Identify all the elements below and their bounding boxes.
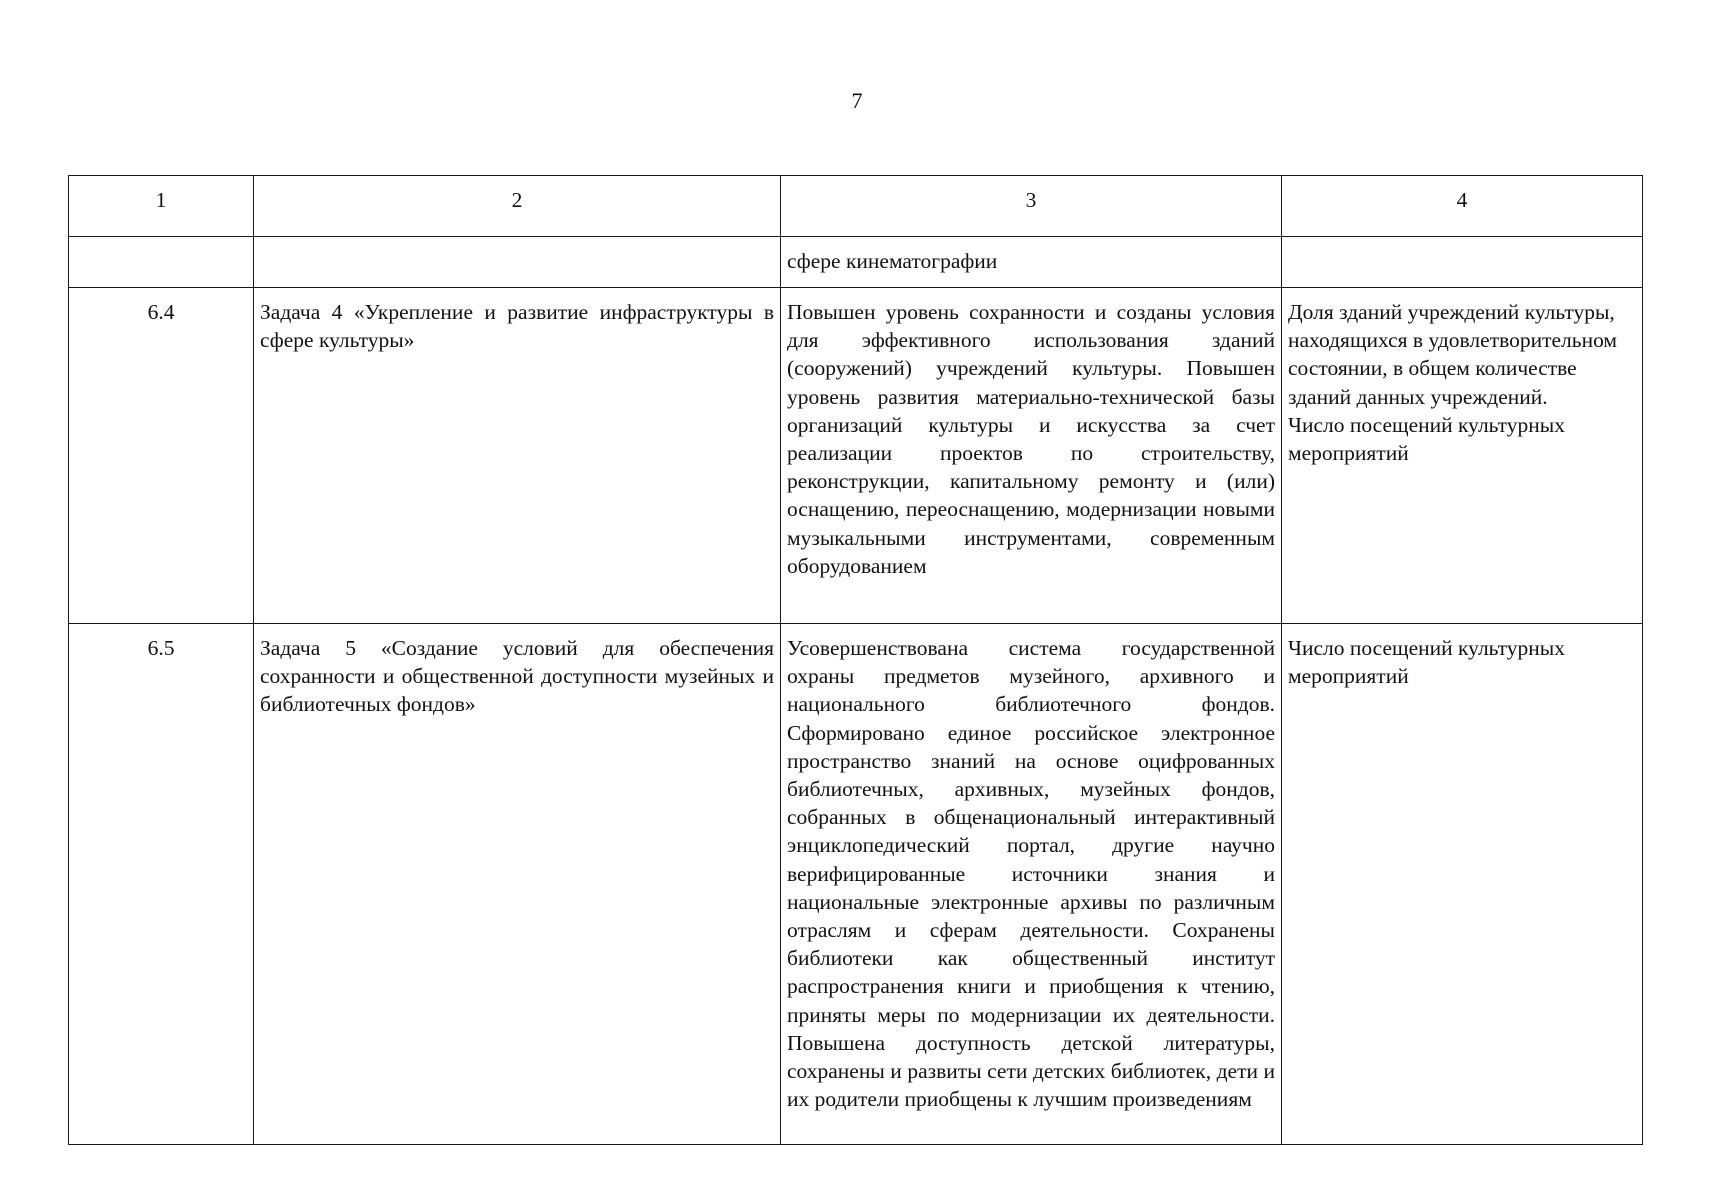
indicator-cell: Доля зданий учреждений культуры, находящихся в удовлетворительном состоянии, в общем количестве зданий данных учреждений. Число посещений культурных мероприятий (1282, 288, 1643, 624)
task-cell: Задача 5 «Создание условий для обеспечения сохранности и общественной доступности музейных и библиотечных фондов» (254, 624, 781, 1145)
row-number: 6.5 (69, 624, 254, 1145)
table-row (69, 288, 1643, 624)
page-number: 7 (851, 88, 863, 113)
header-cell-4: 4 (1282, 176, 1643, 237)
continuation-cell-1 (69, 237, 254, 288)
task-cell: Задача 4 «Укрепление и развитие инфраструктуры в сфере культуры» (254, 288, 781, 624)
continuation-cell-3: сфере кинематографии (781, 237, 1282, 288)
row-number: 6.4 (69, 288, 254, 624)
header-cell-1: 1 (69, 176, 254, 237)
continuation-cell-2 (254, 237, 781, 288)
continuation-cell-4 (1282, 237, 1643, 288)
goals-table (68, 175, 1643, 1145)
table-header-row (69, 176, 1643, 237)
indicator-cell: Число посещений культурных мероприятий (1282, 624, 1643, 1145)
continuation-row (69, 237, 1643, 288)
table-row (69, 624, 1643, 1145)
header-cell-3: 3 (781, 176, 1282, 237)
result-cell: Повышен уровень сохранности и созданы условия для эффективного использования зданий (сооружений) учреждений культуры. Повышен уровень развития материально-технической базы организаций культуры и искусства за счет реализации проектов по строительству, реконструкции, капитальному ремонту и (или) оснащению, переоснащению, модернизации новыми музыкальными инструментами, современным оборудованием (781, 288, 1282, 624)
header-cell-2: 2 (254, 176, 781, 237)
result-cell: Усовершенствована система государственной охраны предметов музейного, архивного и национального библиотечного фондов. Сформировано единое российское электронное пространство знаний на основе оцифрованных библиотечных, архивных, музейных фондов, собранных в общенациональный интерактивный энциклопедический портал, другие научно верифицированные источники знания и национальные электронные архивы по различным отраслям и сферам деятельности. Сохранены библиотеки как общественный институт распространения книги и приобщения к чтению, приняты меры по модернизации их деятельности. Повышена доступность детской литературы, сохранены и развиты сети детских библиотек, дети и их родители приобщены к лучшим произведениям (781, 624, 1282, 1145)
